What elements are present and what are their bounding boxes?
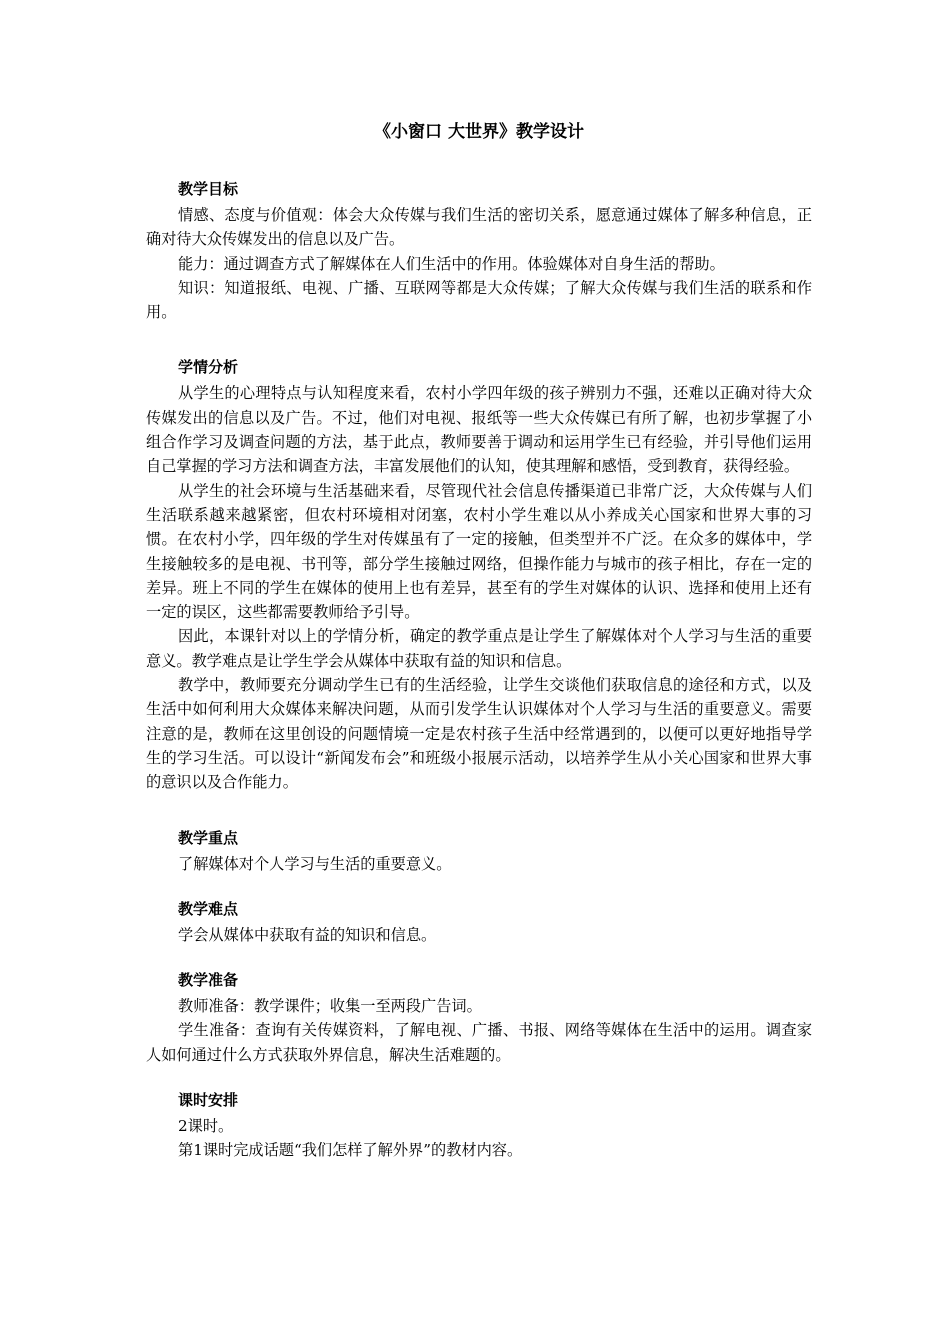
- document-title: 《小窗口 大世界》教学设计: [374, 122, 584, 142]
- paragraph: 学生准备：查询有关传媒资料，了解电视、广播、书报、网络等媒体在生活中的运用。调查家人如何通过什么方式获取外界信息，解决生活难题的。: [146, 1021, 812, 1064]
- paragraph: 教师准备：教学课件；收集一至两段广告词。: [178, 997, 482, 1016]
- paragraph: 2课时。: [178, 1117, 234, 1136]
- paragraph: 学会从媒体中获取有益的知识和信息。: [178, 925, 437, 944]
- paragraph: 因此，本课针对以上的学情分析，确定的教学重点是让学生了解媒体对个人学习与生活的重要意义。教学难点是让学生学会从媒体中获取有益的知识和信息。: [146, 627, 812, 670]
- section-heading: 教学准备: [178, 971, 239, 990]
- section-teaching-goals: [146, 178, 812, 324]
- paragraph: 情感、态度与价值观：体会大众传媒与我们生活的密切关系，愿意通过媒体了解多种信息，正确对待大众传媒发出的信息以及广告。: [146, 206, 812, 249]
- section-difficulties: [146, 898, 812, 947]
- section-heading: 学情分析: [178, 358, 239, 377]
- section-preparation: [146, 969, 812, 1067]
- paragraph: 从学生的社会环境与生活基础来看，尽管现代社会信息传播渠道已非常广泛，大众传媒与人们生活联系越来越紧密，但农村环境相对闭塞，农村小学生难以从小养成关心国家和世界大事的习惯。在农村小学，四年级的学生对传媒虽有了一定的接触，但类型并不广泛。在众多的媒体中，学生接触较多的是电视、书刊等，部分学生接触过网络，但操作能力与城市的孩子相比，存在一定的差异。班上不同的学生在媒体的使用上也有差异，甚至有的学生对媒体的认识、选择和使用上还有一定的误区，这些都需要教师给予引导。: [146, 481, 812, 622]
- document-page: [146, 118, 812, 1195]
- section-key-points: [146, 827, 812, 876]
- section-schedule: [146, 1089, 812, 1163]
- paragraph: 知识：知道报纸、电视、广播、互联网等都是大众传媒；了解大众传媒与我们生活的联系和作用。: [146, 278, 812, 322]
- section-heading: 教学重点: [178, 828, 239, 847]
- paragraph: 第1课时完成话题“我们怎样了解外界”的教材内容。: [178, 1141, 523, 1160]
- section-heading: 课时安排: [178, 1091, 239, 1110]
- paragraph: 了解媒体对个人学习与生活的重要意义。: [178, 854, 452, 873]
- section-heading: 教学难点: [178, 899, 239, 918]
- section-learner-analysis: [146, 356, 812, 794]
- section-heading: 教学目标: [178, 180, 239, 198]
- paragraph: 能力：通过调查方式了解媒体在人们生活中的作用。体验媒体对自身生活的帮助。: [178, 254, 725, 273]
- paragraph: 教学中，教师要充分调动学生已有的生活经验，让学生交谈他们获取信息的途径和方式，以及生活中如何利用大众媒体来解决问题，从而引发学生认识媒体对个人学习与生活的重要意义。需要注意的是，教师在这里创设的问题情境一定是农村孩子生活中经常遇到的，以便可以更好地指导学生的学习生活。可以设计“新闻发布会”和班级小报展示活动，以培养学生从小关心国家和世界大事的意识以及合作能力。: [146, 676, 812, 792]
- paragraph: 从学生的心理特点与认知程度来看，农村小学四年级的孩子辨别力不强，还难以正确对待大众传媒发出的信息以及广告。不过，他们对电视、报纸等一些大众传媒已有所了解，也初步掌握了小组合作学习及调查问题的方法，基于此点，教师要善于调动和运用学生已有经验，并引导他们运用自己掌握的学习方法和调查方法，丰富发展他们的认知，使其理解和感悟，受到教育，获得经验。: [146, 384, 812, 476]
